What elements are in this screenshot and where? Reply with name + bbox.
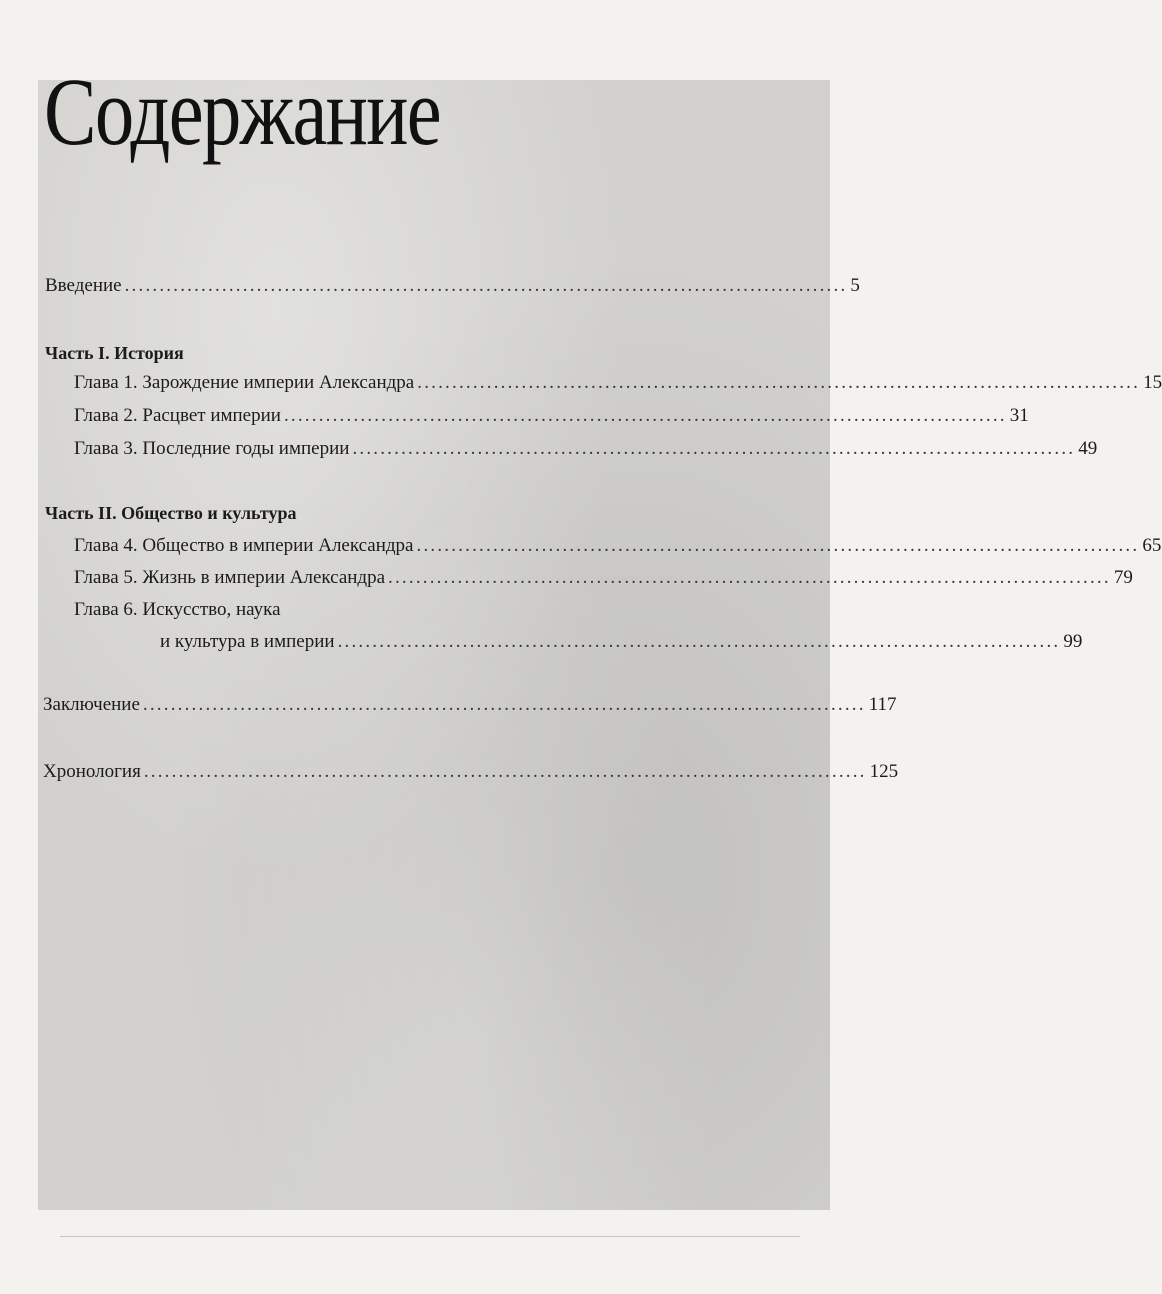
part-1-title: Часть I. История [45, 343, 184, 363]
toc-entry-chapter-6[interactable] [160, 630, 1083, 654]
toc-entry-page: 65 [1142, 535, 1162, 556]
toc-entry-page: 5 [850, 275, 860, 296]
toc-entry-chapter-4[interactable] [74, 534, 1162, 558]
leader-dots: ........................................................................................................ [337, 631, 1061, 652]
toc-entry-chapter-3[interactable] [74, 437, 1098, 461]
toc-entry-conclusion[interactable] [43, 693, 897, 717]
toc-entry-label: Глава 5. Жизнь в империи Александра [74, 567, 386, 588]
toc-entry-label: Заключение [43, 694, 140, 715]
toc-entry-label: Глава 1. Зарождение империи Александра [74, 372, 415, 393]
toc-entry-page: 79 [1113, 567, 1133, 588]
leader-dots: ........................................................................................................ [388, 567, 1111, 588]
page-title: Содержание [44, 58, 441, 165]
toc-entry-chapter-2[interactable] [74, 404, 1029, 428]
toc-entry-page: 15 [1143, 372, 1162, 393]
toc-entry-label: Глава 4. Общество в империи Александра [74, 535, 414, 556]
toc-entry-page: 49 [1078, 438, 1098, 459]
toc-entry-page: 99 [1063, 631, 1083, 652]
toc-entry-page: 117 [868, 694, 897, 715]
toc-entry-intro[interactable] [45, 274, 860, 298]
toc-entry-page: 31 [1009, 405, 1029, 426]
leader-dots: ........................................................................................................ [143, 761, 867, 782]
toc-entry-chronology[interactable] [43, 760, 899, 784]
toc-entry-label: Введение [45, 275, 122, 296]
toc-entry-label: и культура в империи [160, 631, 335, 652]
leader-dots: ........................................................................................................ [417, 372, 1141, 393]
leader-dots: ........................................................................................................ [142, 694, 866, 715]
toc-entry-chapter-5[interactable] [74, 566, 1133, 590]
toc-entry-label: Глава 3. Последние годы империи [74, 438, 350, 459]
toc-entry-label: Глава 2. Расцвет империи [74, 405, 281, 426]
leader-dots: ........................................................................................................ [283, 405, 1007, 426]
part-2-title: Часть II. Общество и культура [45, 503, 297, 523]
toc-entry-label: Хронология [43, 761, 141, 782]
toc-entry-chapter-6-line1[interactable]: Глава 6. Искусство, наука [74, 599, 281, 620]
toc-entry-chapter-1[interactable] [74, 371, 1162, 395]
leader-dots: ........................................................................................................ [124, 275, 848, 296]
leader-dots: ........................................................................................................ [416, 535, 1140, 556]
leader-dots: ........................................................................................................ [352, 438, 1076, 459]
toc-entry-page: 125 [869, 761, 899, 782]
